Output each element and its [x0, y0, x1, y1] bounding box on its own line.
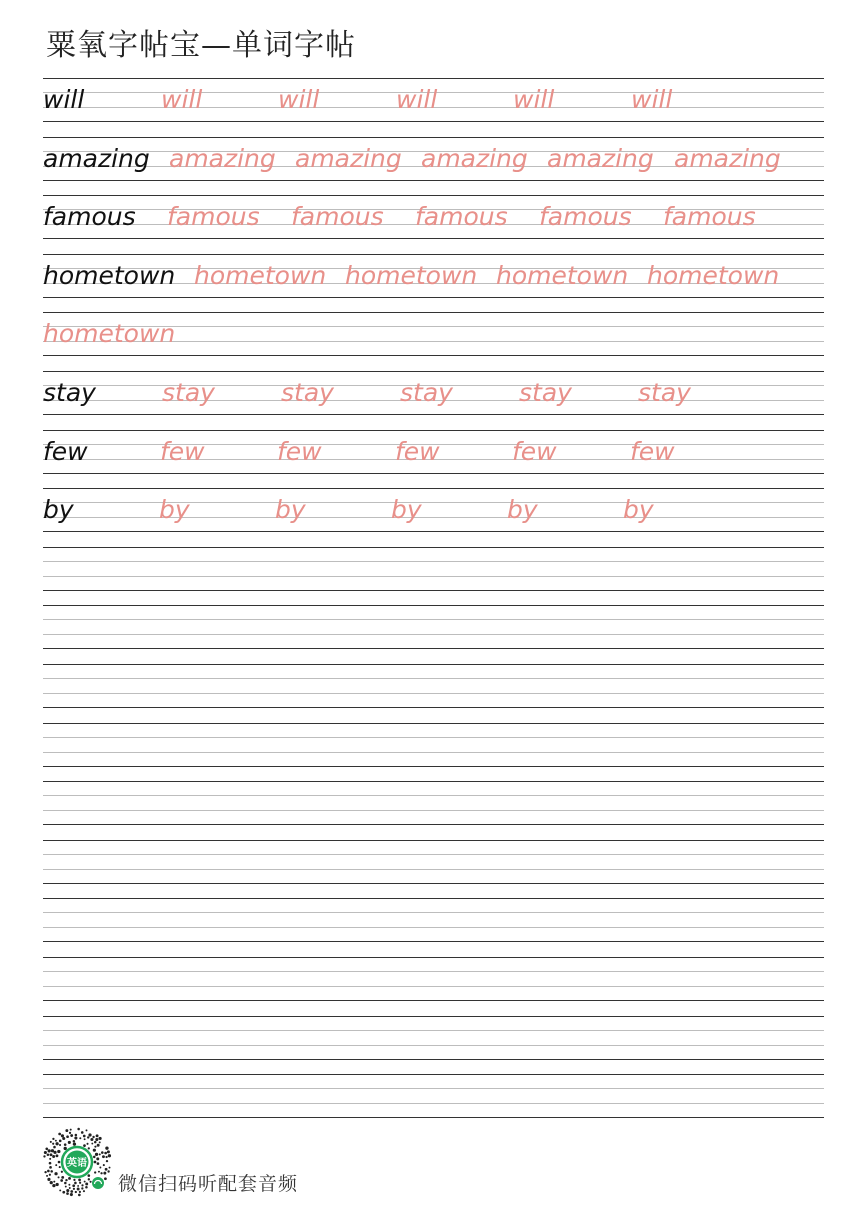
writing-band	[43, 898, 824, 942]
trace-word: will	[161, 85, 203, 114]
qr-dot	[49, 1174, 51, 1176]
qr-dot	[64, 1143, 67, 1146]
qr-dot	[61, 1134, 64, 1137]
qr-dot	[57, 1150, 60, 1153]
word-row	[43, 254, 824, 298]
qr-dot	[56, 1142, 59, 1145]
qr-dot	[94, 1146, 96, 1148]
qr-dot	[46, 1175, 48, 1177]
trace-word: amazing	[674, 143, 781, 173]
qr-dot	[86, 1129, 88, 1131]
trace-word: few	[630, 436, 675, 466]
qr-dot	[84, 1181, 86, 1183]
writing-band	[43, 137, 824, 181]
qr-dot	[108, 1154, 111, 1157]
qr-dot	[79, 1182, 81, 1184]
qr-dot	[98, 1171, 100, 1173]
guide-line	[43, 840, 824, 841]
qr-dot	[53, 1181, 55, 1183]
trace-word: famous	[539, 202, 632, 232]
writing-band	[43, 957, 824, 1001]
qr-dot	[104, 1177, 107, 1180]
guide-line	[43, 1016, 824, 1017]
qr-dot	[47, 1170, 50, 1173]
qr-code-icon	[42, 1127, 112, 1197]
qr-dot	[91, 1143, 93, 1145]
guide-line	[43, 561, 824, 562]
guide-line	[43, 986, 824, 987]
trace-word: stay	[400, 378, 453, 407]
trace-word: by	[623, 495, 654, 525]
qr-dot	[64, 1182, 67, 1185]
qr-dot	[105, 1168, 108, 1171]
qr-dot	[99, 1167, 101, 1169]
qr-dot	[92, 1136, 94, 1138]
trace-word: hometown	[345, 260, 478, 290]
writing-band	[43, 195, 824, 239]
qr-dot	[81, 1184, 83, 1186]
model-word: will	[43, 85, 85, 114]
writing-band	[43, 840, 824, 884]
page-title: 粟氧字帖宝—单词字帖	[46, 28, 356, 63]
qr-dot	[96, 1134, 99, 1137]
guide-line	[43, 810, 824, 811]
trace-word: stay	[638, 378, 691, 407]
guide-line	[43, 854, 824, 855]
trace-word: famous	[415, 202, 508, 232]
qr-dot	[47, 1154, 50, 1157]
qr-dot	[50, 1181, 53, 1184]
guide-line	[43, 766, 824, 767]
qr-dot	[62, 1137, 65, 1140]
trace-word: amazing	[421, 143, 528, 173]
trace-word: amazing	[295, 143, 402, 173]
guide-line	[43, 605, 824, 606]
qr-dot	[58, 1161, 61, 1164]
qr-dot	[68, 1177, 71, 1180]
qr-dot	[103, 1172, 106, 1175]
model-word: few	[43, 436, 88, 466]
qr-dot	[79, 1191, 81, 1193]
qr-dot	[88, 1133, 91, 1136]
qr-dot	[98, 1137, 101, 1140]
qr-dot	[74, 1136, 77, 1139]
guide-line	[43, 957, 824, 958]
trace-word: will	[513, 85, 555, 114]
qr-dot	[69, 1132, 71, 1134]
writing-band	[43, 664, 824, 708]
trace-word: by	[391, 495, 422, 525]
qr-dot	[66, 1135, 69, 1138]
writing-band	[43, 254, 824, 298]
qr-dot	[61, 1171, 63, 1173]
qr-dot	[77, 1185, 79, 1187]
guide-line	[43, 752, 824, 753]
guide-line	[43, 883, 824, 884]
writing-band	[43, 781, 824, 825]
word-row	[43, 430, 824, 474]
trace-word: few	[277, 436, 322, 466]
trace-word: stay	[281, 378, 334, 407]
qr-dot	[52, 1184, 55, 1187]
trace-word: will	[396, 85, 438, 114]
qr-dot	[77, 1128, 80, 1131]
qr-dot	[50, 1170, 53, 1173]
qr-dot	[48, 1149, 51, 1152]
model-word: amazing	[43, 143, 150, 173]
qr-dot	[97, 1162, 100, 1165]
trace-word: few	[512, 436, 557, 466]
model-word: famous	[43, 202, 136, 232]
qr-dot	[104, 1152, 107, 1155]
qr-dot	[52, 1138, 54, 1140]
trace-word: hometown	[647, 260, 780, 290]
qr-dot	[87, 1174, 90, 1177]
guide-line	[43, 678, 824, 679]
guide-line	[43, 941, 824, 942]
trace-word: famous	[167, 202, 260, 232]
guide-line	[43, 971, 824, 972]
qr-dot	[59, 1189, 61, 1191]
guide-line	[43, 634, 824, 635]
qr-dot	[95, 1153, 98, 1156]
qr-dot	[60, 1179, 63, 1182]
qr-dot	[44, 1171, 46, 1173]
qr-dot	[79, 1137, 81, 1139]
qr-dot	[69, 1187, 71, 1189]
trace-word: by	[507, 495, 538, 525]
qr-dot	[53, 1146, 56, 1149]
guide-line	[43, 912, 824, 913]
qr-dot	[90, 1138, 93, 1141]
qr-dot	[107, 1150, 110, 1153]
qr-dot	[94, 1141, 97, 1144]
qr-dot	[59, 1140, 62, 1143]
trace-word: by	[275, 495, 306, 525]
qr-dot	[65, 1186, 67, 1188]
guide-line	[43, 707, 824, 708]
qr-dot	[55, 1164, 57, 1166]
qr-dot	[59, 1166, 61, 1168]
qr-dot	[109, 1167, 111, 1169]
qr-dot	[56, 1183, 59, 1186]
qr-dot	[105, 1156, 107, 1158]
qr-dot	[77, 1188, 80, 1191]
audio-caption: 微信扫码听配套音频	[118, 1173, 299, 1195]
qr-dot	[62, 1191, 65, 1194]
qr-dot	[52, 1143, 54, 1145]
word-row	[43, 137, 824, 181]
qr-dot	[49, 1162, 52, 1165]
writing-band	[43, 312, 824, 356]
guide-line	[43, 1030, 824, 1031]
guide-line	[43, 1059, 824, 1060]
guide-line	[43, 795, 824, 796]
trace-word: by	[159, 495, 190, 525]
writing-band	[43, 605, 824, 649]
qr-dot	[70, 1193, 73, 1196]
qr-dot	[73, 1179, 75, 1181]
qr-dot	[54, 1172, 57, 1175]
writing-band	[43, 78, 824, 122]
qr-dot	[44, 1151, 47, 1154]
guide-line	[43, 1088, 824, 1089]
qr-dot	[75, 1191, 77, 1193]
qr-dot	[97, 1144, 100, 1147]
trace-word: will	[278, 85, 320, 114]
qr-dot	[105, 1146, 108, 1149]
qr-dot	[50, 1141, 52, 1143]
practice-sheet	[43, 78, 824, 1115]
qr-dot	[64, 1147, 67, 1150]
trace-word: hometown	[194, 260, 327, 290]
trace-word: hometown	[496, 260, 629, 290]
qr-dot	[45, 1147, 48, 1150]
guide-line	[43, 664, 824, 665]
guide-line	[43, 576, 824, 577]
qr-dot	[49, 1166, 52, 1169]
qr-dot	[107, 1170, 109, 1172]
qr-dot	[75, 1134, 78, 1137]
model-word: stay	[43, 378, 96, 407]
qr-dot	[78, 1178, 81, 1181]
qr-dot	[85, 1186, 88, 1189]
qr-dot	[70, 1190, 73, 1193]
qr-dot	[49, 1158, 51, 1160]
qr-dot	[83, 1190, 85, 1192]
trace-word: amazing	[169, 143, 276, 173]
qr-dot	[72, 1184, 75, 1187]
guide-line	[43, 648, 824, 649]
qr-dot	[73, 1188, 75, 1190]
guide-line	[43, 898, 824, 899]
guide-line	[43, 824, 824, 825]
trace-word: amazing	[547, 143, 654, 173]
qr-dot	[65, 1129, 68, 1132]
qr-dot	[68, 1184, 70, 1186]
trace-word: stay	[519, 378, 572, 407]
qr-dot	[52, 1155, 55, 1158]
qr-dot	[103, 1164, 105, 1166]
model-word: by	[43, 495, 74, 525]
writing-band	[43, 371, 824, 415]
guide-line	[43, 869, 824, 870]
qr-dot	[88, 1147, 90, 1149]
qr-dot	[78, 1194, 81, 1197]
guide-line	[43, 1117, 824, 1118]
qr-dot	[94, 1161, 97, 1164]
qr-dot	[55, 1140, 57, 1142]
qr-dot	[43, 1155, 45, 1157]
qr-dot	[102, 1155, 105, 1158]
headphones-icon	[92, 1177, 104, 1189]
qr-dot	[50, 1153, 53, 1156]
guide-line	[43, 1103, 824, 1104]
word-row	[43, 371, 824, 415]
writing-band	[43, 1074, 824, 1118]
writing-band	[43, 430, 824, 474]
qr-dot	[90, 1181, 92, 1183]
trace-word: will	[631, 85, 673, 114]
word-row	[43, 312, 824, 356]
word-row	[43, 195, 824, 239]
guide-line	[43, 737, 824, 738]
qr-dot	[65, 1179, 67, 1181]
trace-word: few	[160, 436, 205, 466]
qr-dot	[70, 1134, 73, 1137]
guide-line	[43, 1045, 824, 1046]
qr-dot	[99, 1153, 101, 1155]
word-row	[43, 78, 824, 122]
guide-line	[43, 927, 824, 928]
writing-band	[43, 723, 824, 767]
word-row	[43, 488, 824, 532]
qr-badge-label: 英语	[67, 1158, 87, 1169]
qr-dot	[73, 1143, 76, 1146]
writing-band	[43, 488, 824, 532]
qr-dot	[47, 1178, 50, 1181]
guide-line	[43, 1074, 824, 1075]
qr-dot	[83, 1135, 86, 1138]
guide-line	[43, 781, 824, 782]
qr-dot	[70, 1129, 72, 1131]
qr-dot	[83, 1144, 86, 1147]
trace-word: few	[395, 436, 440, 466]
qr-dot	[87, 1143, 89, 1145]
trace-word: stay	[162, 378, 215, 407]
trace-word: famous	[663, 202, 756, 232]
qr-dot	[85, 1183, 88, 1186]
qr-dot	[87, 1136, 89, 1138]
guide-line	[43, 693, 824, 694]
qr-dot	[94, 1171, 96, 1173]
qr-dot	[56, 1154, 59, 1157]
qr-dot	[81, 1187, 83, 1189]
qr-dot	[61, 1176, 64, 1179]
qr-dot	[58, 1133, 61, 1136]
qr-dot	[51, 1149, 54, 1152]
qr-dot	[93, 1149, 96, 1152]
qr-dot	[74, 1182, 77, 1185]
qr-dot	[58, 1176, 60, 1178]
qr-dot	[84, 1138, 86, 1140]
qr-dot	[100, 1172, 102, 1174]
qr-dot	[68, 1141, 71, 1144]
qr-dot	[99, 1141, 101, 1143]
qr-dot	[106, 1160, 108, 1162]
qr-dot	[95, 1138, 98, 1141]
qr-dot	[66, 1189, 69, 1192]
guide-line	[43, 590, 824, 591]
qr-dot	[101, 1151, 104, 1154]
guide-line	[43, 619, 824, 620]
trace-word: famous	[291, 202, 384, 232]
qr-dot	[73, 1140, 76, 1143]
qr-dot	[88, 1178, 90, 1180]
qr-dot	[66, 1192, 69, 1195]
model-word: hometown	[43, 260, 176, 290]
guide-line	[43, 723, 824, 724]
qr-dot	[81, 1131, 84, 1134]
writing-band	[43, 1016, 824, 1060]
qr-dot	[59, 1144, 61, 1146]
qr-dot	[93, 1156, 96, 1159]
guide-line	[43, 547, 824, 548]
writing-band	[43, 547, 824, 591]
qr-dot	[96, 1157, 99, 1160]
guide-line	[43, 1000, 824, 1001]
trace-word: hometown	[43, 319, 176, 349]
